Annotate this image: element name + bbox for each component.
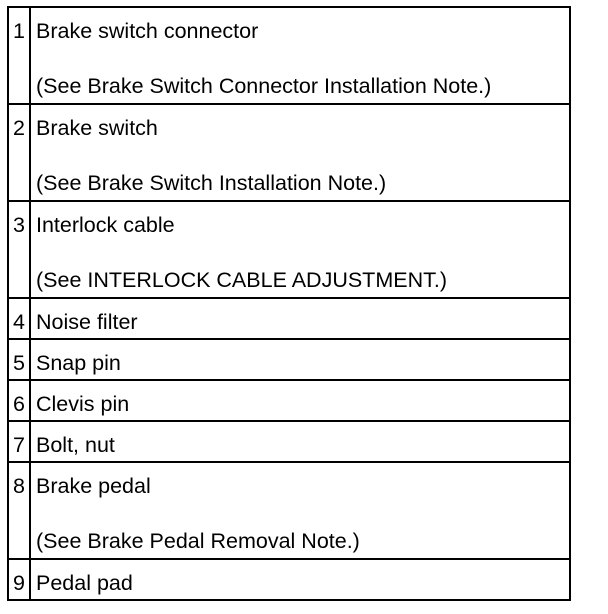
item-number: 3 <box>8 201 30 298</box>
item-description <box>30 421 570 462</box>
item-number: 8 <box>8 462 30 559</box>
item-description <box>30 339 570 380</box>
item-name: Brake switch <box>36 116 158 140</box>
item-number: 6 <box>8 380 30 421</box>
item-number: 9 <box>8 559 30 600</box>
item-description <box>30 462 570 559</box>
item-number: 1 <box>8 7 30 104</box>
item-number: 2 <box>8 104 30 201</box>
parts-table-body <box>8 7 570 600</box>
item-description <box>30 298 570 339</box>
item-name: Interlock cable <box>36 213 175 237</box>
item-note: (See Brake Switch Installation Note.) <box>36 171 387 195</box>
table-row <box>8 380 570 421</box>
item-name: Pedal pad <box>36 571 133 595</box>
item-number: 4 <box>8 298 30 339</box>
item-name: Brake switch connector <box>36 19 259 43</box>
item-name: Noise filter <box>36 310 138 334</box>
item-note: (See Brake Pedal Removal Note.) <box>36 529 360 553</box>
item-description <box>30 380 570 421</box>
item-number: 5 <box>8 339 30 380</box>
item-description <box>30 559 570 600</box>
table-row <box>8 104 570 201</box>
table-row <box>8 421 570 462</box>
table-row <box>8 339 570 380</box>
item-description <box>30 7 570 104</box>
table-row <box>8 201 570 298</box>
table-row <box>8 462 570 559</box>
item-name: Brake pedal <box>36 474 151 498</box>
parts-table <box>7 6 571 601</box>
table-row <box>8 559 570 600</box>
item-name: Snap pin <box>36 351 121 375</box>
item-description <box>30 104 570 201</box>
item-name: Bolt, nut <box>36 433 115 457</box>
table-row <box>8 298 570 339</box>
item-name: Clevis pin <box>36 392 130 416</box>
item-description <box>30 201 570 298</box>
item-number: 7 <box>8 421 30 462</box>
item-note: (See Brake Switch Connector Installation Note.) <box>36 74 492 98</box>
table-row <box>8 7 570 104</box>
item-note: (See INTERLOCK CABLE ADJUSTMENT.) <box>36 268 447 292</box>
